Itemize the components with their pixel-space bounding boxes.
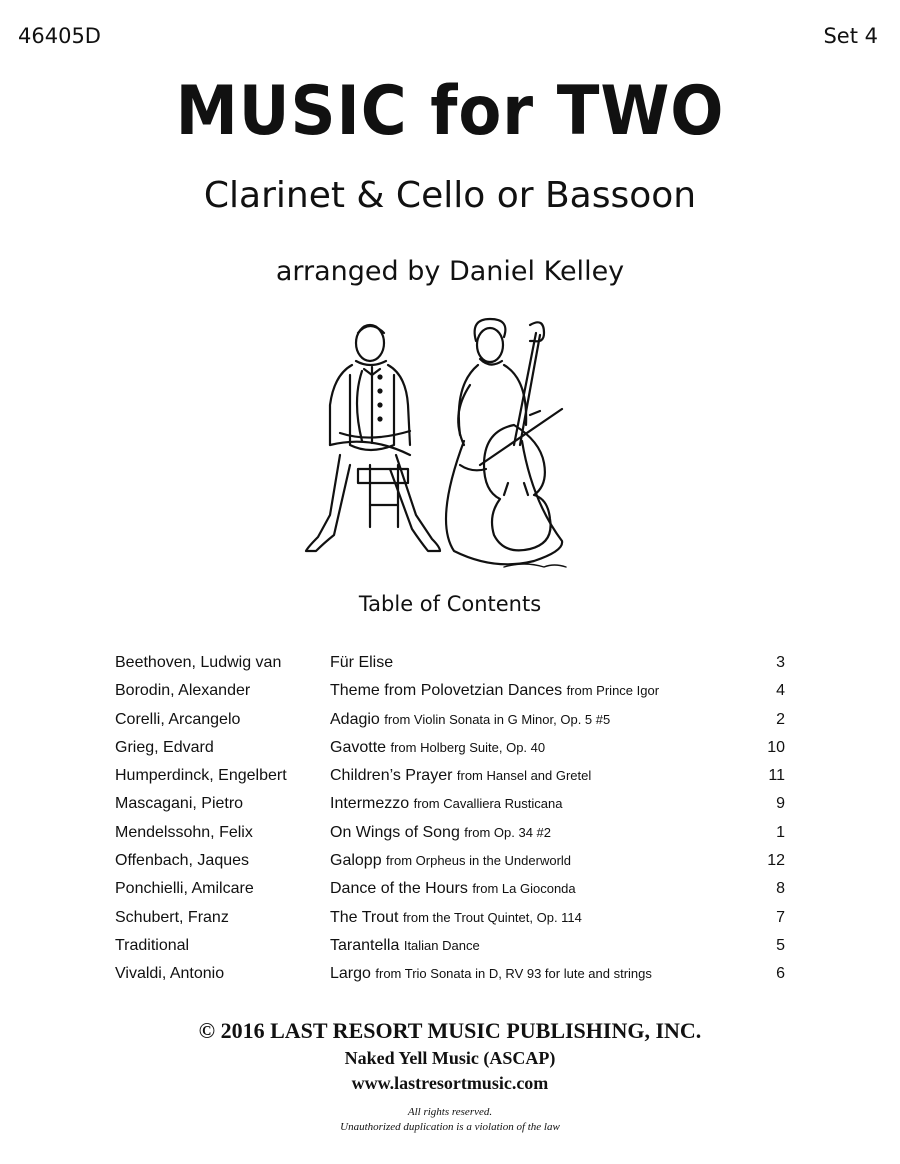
toc-page-number: 1 (776, 823, 785, 841)
toc-page-number: 9 (776, 795, 785, 813)
toc-work (330, 907, 582, 929)
toc-row (115, 935, 785, 963)
rights-notice (0, 1105, 900, 1135)
toc-title: Adagio (330, 710, 380, 728)
toc-row (115, 907, 785, 935)
toc-source: from Holberg Suite, Op. 40 (390, 739, 546, 755)
toc-title: Intermezzo (330, 795, 410, 813)
toc-composer: Schubert, Franz (115, 908, 229, 926)
toc-work (330, 709, 610, 731)
toc-composer: Beethoven, Ludwig van (115, 654, 282, 671)
toc-title: Largo (330, 965, 371, 983)
toc-source: from Orpheus in the Underworld (386, 853, 572, 869)
copyright-line: © 2016 LAST RESORT MUSIC PUBLISHING, INC. (198, 1018, 702, 1043)
toc-composer: Mascagani, Pietro (115, 795, 244, 813)
toc-composer: Ponchielli, Amilcare (115, 880, 254, 898)
publisher-label: Naked Yell Music (ASCAP) (344, 1048, 556, 1068)
toc-title: Dance of the Hours (330, 880, 468, 898)
toc-page-number: 5 (776, 936, 785, 954)
arranger-credit: arranged by Daniel Kelley (275, 256, 625, 287)
toc-work (330, 737, 545, 759)
toc-work (330, 652, 393, 674)
toc-title: Gavotte (330, 738, 387, 756)
toc-row (115, 963, 785, 991)
toc-title: Children’s Prayer (330, 767, 453, 785)
toc-work (330, 935, 480, 957)
toc-composer: Corelli, Arcangelo (115, 710, 241, 728)
table-of-contents (115, 652, 785, 992)
toc-work (330, 878, 576, 900)
toc-page-number: 11 (768, 767, 785, 785)
toc-source: Italian Dance (403, 937, 480, 953)
toc-work (330, 793, 562, 815)
page-title: MUSIC for TWO (175, 72, 725, 151)
toc-work (330, 822, 551, 844)
toc-composer: Offenbach, Jaques (115, 852, 250, 870)
toc-page-number: 6 (776, 965, 785, 983)
toc-source: from La Gioconda (472, 881, 576, 897)
instrumentation-subtitle: Clarinet & Cello or Bassoon (203, 175, 697, 216)
set-label: Set 4 (823, 24, 878, 48)
cellist-figure (446, 319, 562, 564)
toc-page-number: 3 (776, 654, 785, 671)
toc-source: from Op. 34 #2 (464, 824, 552, 840)
clarinetist-figure (306, 325, 440, 551)
toc-row (115, 765, 785, 793)
toc-title: Tarantella (330, 936, 400, 954)
toc-work (330, 963, 652, 985)
toc-title: Für Elise (330, 654, 394, 671)
toc-source: from Cavalliera Rusticana (413, 796, 563, 812)
toc-source: from Hansel and Gretel (456, 768, 592, 784)
toc-page-number: 7 (776, 908, 785, 926)
toc-heading: Table of Contents (358, 592, 542, 616)
toc-page-number: 4 (776, 682, 785, 700)
toc-page-number: 8 (776, 880, 785, 898)
toc-composer: Borodin, Alexander (115, 682, 251, 700)
catalog-number: 46405D (18, 24, 101, 48)
toc-composer: Grieg, Edvard (115, 738, 214, 756)
toc-work (330, 765, 591, 787)
toc-title: The Trout (330, 908, 399, 926)
toc-composer: Vivaldi, Antonio (115, 965, 225, 983)
toc-source: from the Trout Quintet, Op. 114 (402, 909, 582, 925)
toc-title: Theme from Polovetzian Dances (330, 682, 563, 700)
toc-row (115, 680, 785, 708)
toc-source: from Trio Sonata in D, RV 93 for lute and strings (375, 966, 652, 982)
toc-page-number: 10 (767, 738, 785, 756)
toc-page-number: 2 (776, 710, 785, 728)
rights-line-2: Unauthorized duplication is a violation of the law (340, 1121, 560, 1133)
toc-row (115, 878, 785, 906)
toc-work (330, 680, 659, 702)
toc-row (115, 737, 785, 765)
toc-row (115, 793, 785, 821)
toc-row (115, 709, 785, 737)
toc-row (115, 822, 785, 850)
toc-composer: Traditional (115, 936, 190, 954)
toc-source: from Violin Sonata in G Minor, Op. 5 #5 (384, 711, 611, 727)
toc-row (115, 850, 785, 878)
website-link[interactable]: www.lastresortmusic.com (351, 1073, 549, 1093)
toc-composer: Mendelssohn, Felix (115, 823, 253, 841)
toc-work (330, 850, 571, 872)
toc-page-number: 12 (767, 852, 785, 870)
toc-title: On Wings of Song (330, 823, 460, 841)
toc-row (115, 652, 785, 680)
toc-title: Galopp (330, 852, 382, 870)
musicians-illustration (300, 315, 600, 585)
toc-composer: Humperdinck, Engelbert (115, 767, 287, 785)
toc-source: from Prince Igor (566, 683, 660, 699)
rights-line-1: All rights reserved. (407, 1106, 493, 1118)
